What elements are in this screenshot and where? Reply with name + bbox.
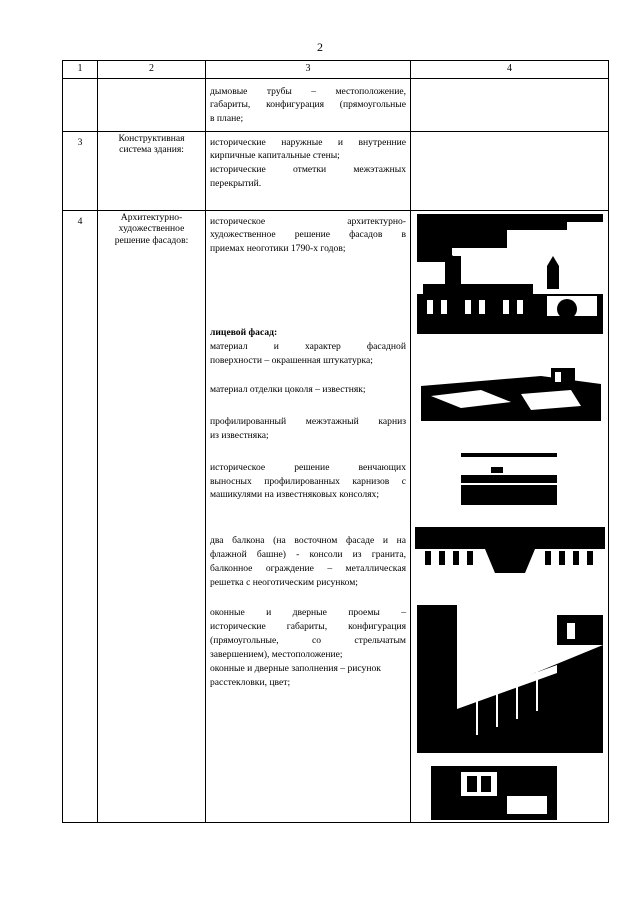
description-line: историческое архитектурно- xyxy=(210,215,406,227)
header-col-1: 1 xyxy=(63,61,98,79)
description-line: флажной башне) - консоли из гранита, xyxy=(210,549,406,561)
header-col-2: 2 xyxy=(98,61,206,79)
castle-facade-photo xyxy=(417,214,603,334)
description-line: приемах неоготики 1790-х годов; xyxy=(210,243,346,255)
description-line: дымовые трубы – местоположение, xyxy=(210,85,406,97)
row-name xyxy=(98,78,206,131)
header-col-3: 3 xyxy=(206,61,411,79)
description-line: два балкона (на восточном фасаде и на xyxy=(210,535,406,547)
row-number: 3 xyxy=(63,131,98,210)
description-line: профилированный межэтажный карниз xyxy=(210,415,406,427)
description-line: исторические отметки межэтажных xyxy=(210,164,406,176)
description-line: из известняка; xyxy=(210,429,269,441)
table-row xyxy=(63,78,609,131)
row-number xyxy=(63,78,98,131)
description-line: материал и характер фасадной xyxy=(210,341,406,353)
description-line: балконное ограждение – металлическая xyxy=(210,563,406,575)
machicolation-cornice-photo xyxy=(415,527,605,585)
window-door-photo xyxy=(431,766,557,820)
row-description xyxy=(206,78,411,131)
description-line: оконные и дверные заполнения – рисунок xyxy=(210,662,381,674)
row-number: 4 xyxy=(63,210,98,822)
description-line: перекрытий. xyxy=(210,178,262,190)
row-description xyxy=(206,210,411,822)
subheading-main-facade: лицевой фасад: xyxy=(210,327,278,339)
description-line: выносных профилированных карнизов с xyxy=(210,475,406,487)
row-illustration xyxy=(411,131,609,210)
description-line: поверхности – окрашенная штукатурка; xyxy=(210,355,373,367)
row-illustration xyxy=(411,78,609,131)
description-line: завершением), местоположение; xyxy=(210,648,343,660)
description-line: художественное решение фасадов в xyxy=(210,229,406,241)
page-number: 2 xyxy=(317,40,323,54)
row-name: Архитектурно-художественное решение фасадов: xyxy=(98,210,206,822)
description-line: оконные и дверные проемы – xyxy=(210,607,406,618)
table-header-row xyxy=(63,61,609,79)
description-line: расстекловки, цвет; xyxy=(210,676,291,688)
description-line: исторические габариты, конфигурация xyxy=(210,620,406,632)
description-line: в плане; xyxy=(210,113,244,125)
description-line: (прямоугольные, со стрельчатым xyxy=(210,634,406,646)
description-line: решетка с неоготическим рисунком; xyxy=(210,577,358,589)
row-description xyxy=(206,131,411,210)
description-line: исторические наружные и внутренние xyxy=(210,136,406,148)
table-row xyxy=(63,131,609,210)
description-line: машикулями на известняковых консолях; xyxy=(210,489,380,501)
header-col-4: 4 xyxy=(411,61,609,79)
limestone-cornice-photo xyxy=(461,453,557,505)
table-row xyxy=(63,210,609,822)
balcony-photo xyxy=(417,605,603,753)
row-illustrations xyxy=(411,210,609,822)
facade-surface-photo xyxy=(421,366,601,421)
description-line: габариты, конфигурация (прямоугольные xyxy=(210,99,406,111)
description-line: кирпичные капитальные стены; xyxy=(210,150,340,162)
protection-subject-table xyxy=(62,60,609,823)
row-name: Конструктивная система здания: xyxy=(98,131,206,210)
description-line: историческое решение венчающих xyxy=(210,461,406,473)
description-line: материал отделки цоколя – известняк; xyxy=(210,383,366,395)
